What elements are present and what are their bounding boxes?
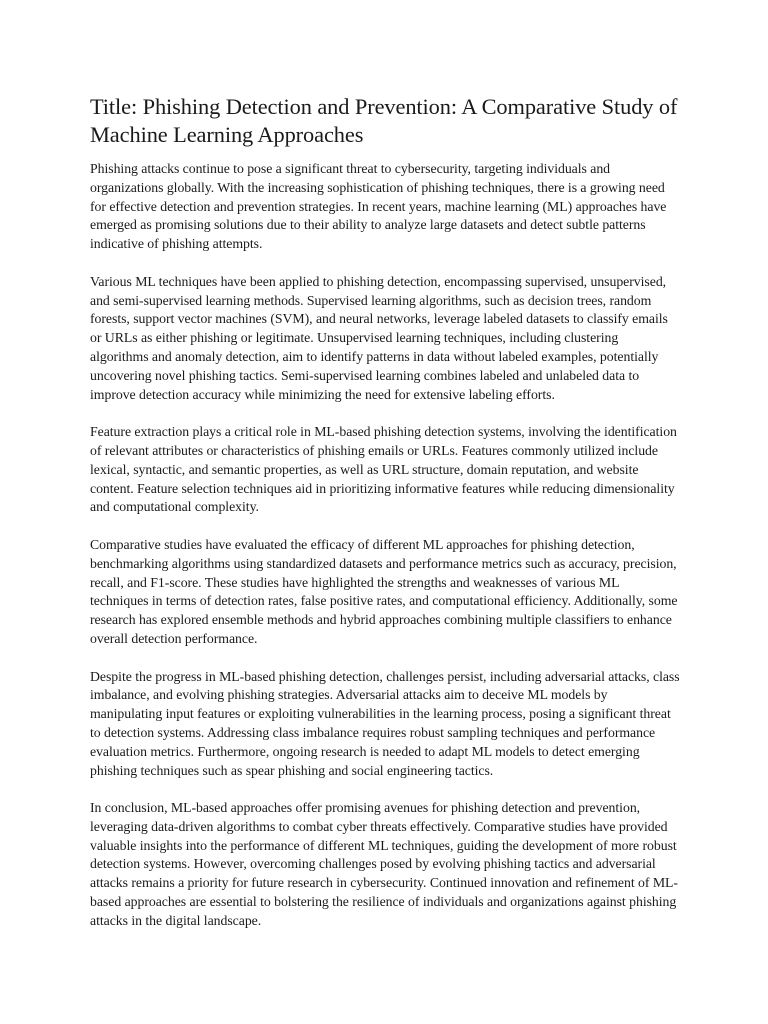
paragraph-challenges: Despite the progress in ML-based phishing detection, challenges persist, including adversarial attacks, class imbalance, and evolving phishing strategies. Adversarial attacks aim to deceive ML models by manipulating input features or exploiting vulnerabilities in the learning process, posing a significant threat to detection systems. Addressing class imbalance requires robust sampling techniques and performance evaluation metrics. Furthermore, ongoing research is needed to adapt ML models to detect emerging phishing techniques such as spear phishing and social engineering tactics. (90, 668, 680, 778)
document-page (90, 93, 680, 949)
paragraph-conclusion: In conclusion, ML-based approaches offer promising avenues for phishing detection and prevention, leveraging data-driven algorithms to combat cyber threats effectively. Comparative studies have provided valuable insights into the performance of different ML techniques, guiding the development of more robust detection systems. However, overcoming challenges posed by evolving phishing tactics and adversarial attacks remains a priority for future research in cybersecurity. Continued innovation and refinement of ML-based approaches are essential to bolstering the resilience of individuals and organizations against phishing attacks in the digital landscape. (90, 800, 678, 928)
paragraph-ml-techniques: Various ML techniques have been applied to phishing detection, encompassing supervised, unsupervised, and semi-supervised learning methods. Supervised learning algorithms, such as decision trees, random forests, support vector machines (SVM), and neural networks, leverage labeled datasets to classify emails or URLs as either phishing or legitimate. Unsupervised learning techniques, including clustering algorithms and anomaly detection, aim to identify patterns in data without labeled examples, potentially uncovering novel phishing tactics. Semi-supervised learning combines labeled and unlabeled data to improve detection accuracy while minimizing the need for extensive labeling efforts. (90, 273, 668, 402)
paragraph-introduction: Phishing attacks continue to pose a significant threat to cybersecurity, targeting individuals and organizations globally. With the increasing sophistication of phishing techniques, there is a growing need for effective detection and prevention strategies. In recent years, machine learning (ML) approaches have emerged as promising solutions due to their ability to analyze large datasets and detect subtle patterns indicative of phishing attempts. (90, 161, 667, 252)
paragraph-feature-extraction: Feature extraction plays a critical role in ML-based phishing detection systems, involving the identification of relevant attributes or characteristics of phishing emails or URLs. Features commonly utilized include lexical, syntactic, and semantic properties, as well as URL structure, domain reputation, and website content. Feature selection techniques aid in prioritizing informative features while reducing dimensionality and computational complexity. (90, 424, 677, 515)
document-title: Title: Phishing Detection and Prevention: A Comparative Study of Machine Learning Approaches (90, 94, 678, 147)
paragraph-comparative-studies: Comparative studies have evaluated the efficacy of different ML approaches for phishing detection, benchmarking algorithms using standardized datasets and performance metrics such as accuracy, precision, recall, and F1-score. These studies have highlighted the strengths and weaknesses of various ML techniques in terms of detection rates, false positive rates, and computational efficiency. Additionally, some research has explored ensemble methods and hybrid approaches combining multiple classifiers to enhance overall detection performance. (90, 536, 678, 646)
